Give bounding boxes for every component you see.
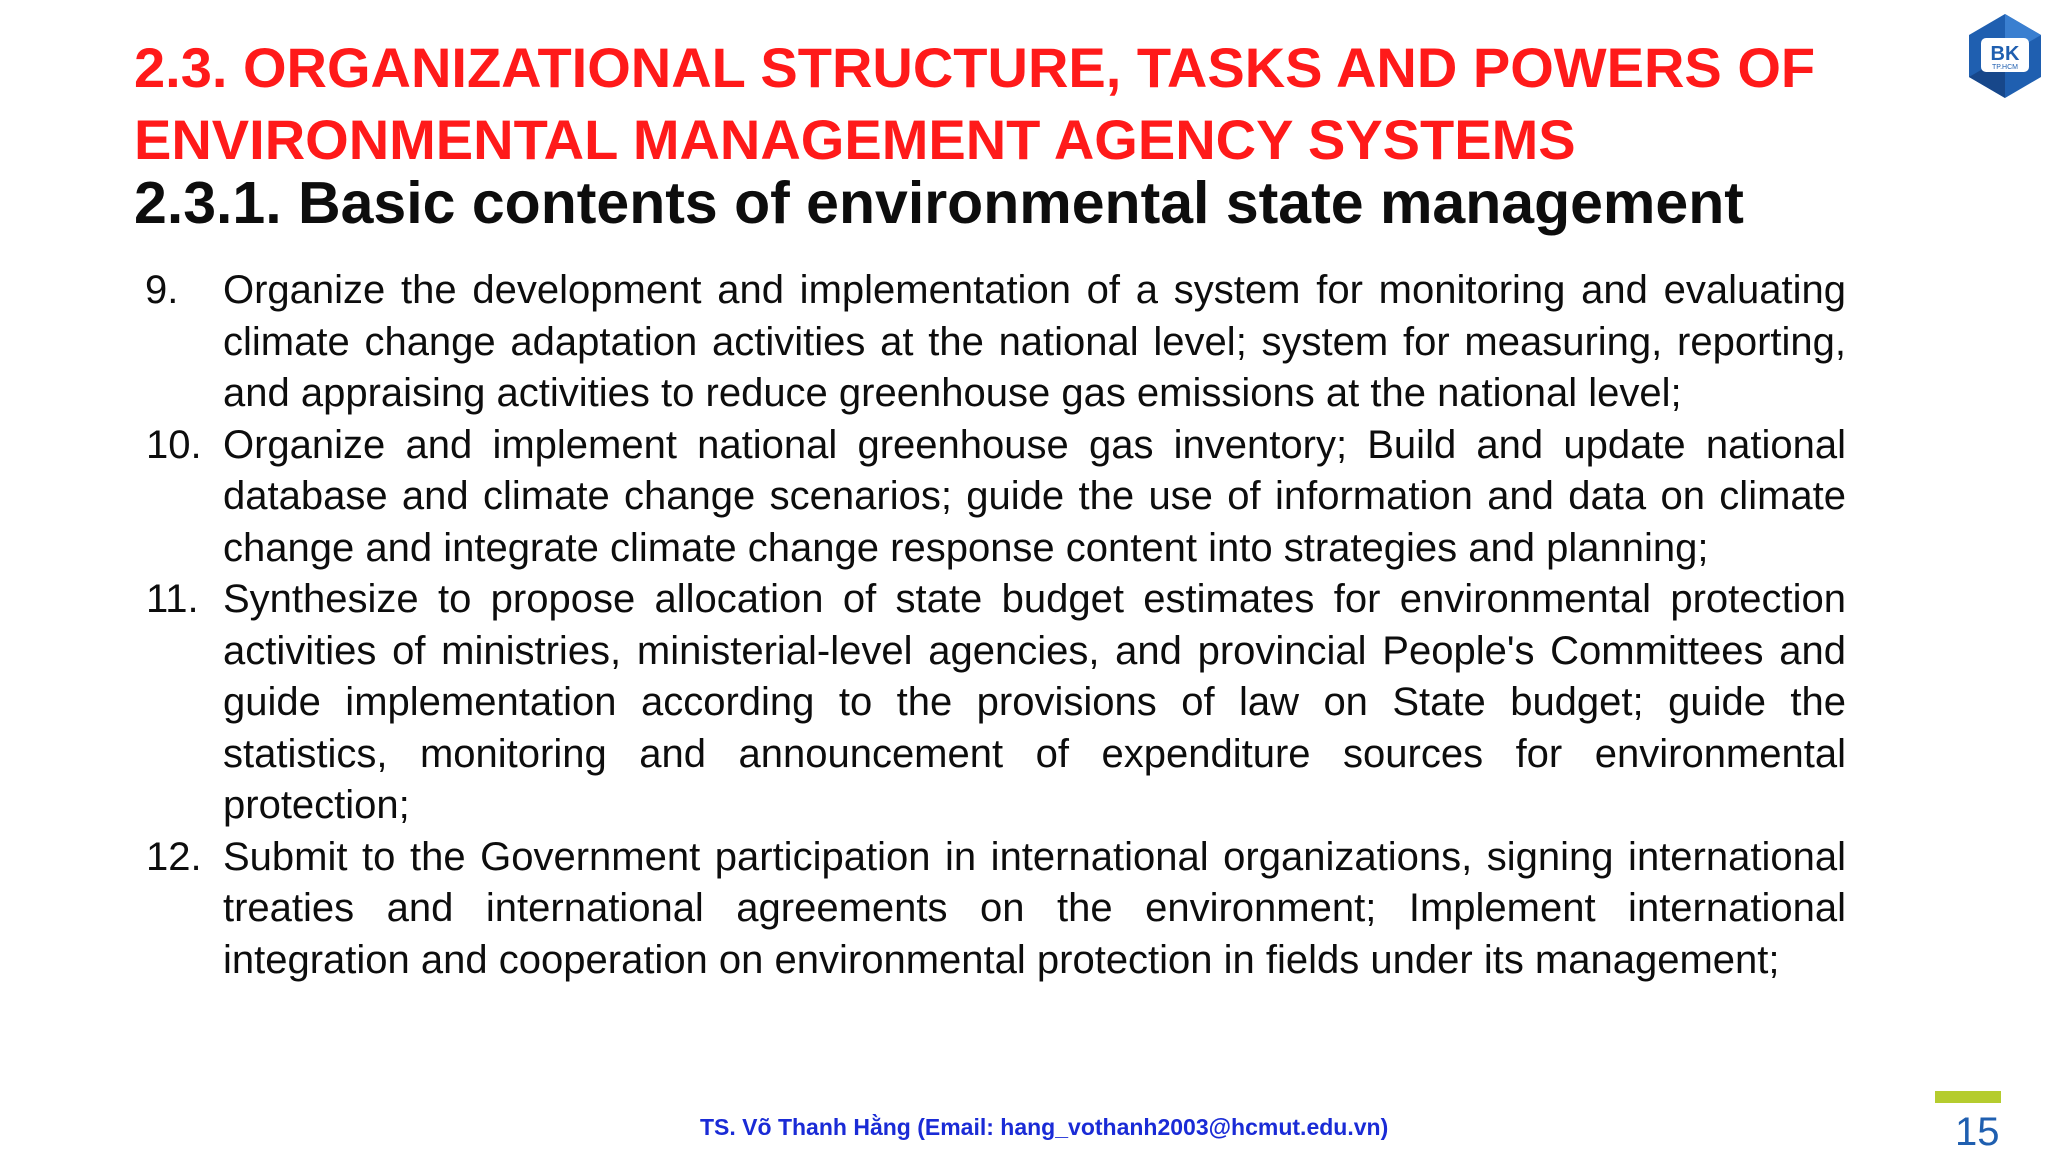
logo-subtext: TP.HCM — [1992, 64, 2018, 71]
logo-text: BK — [1990, 43, 2020, 65]
list-item — [134, 574, 1846, 832]
list-item-text: Synthesize to propose allocation of state budget estimates for environmental protection activities of ministries, ministerial-level agencies, and provincial People's Committees and guide implementation according to the provisions of law on State budget; guide the statistics, monitoring and announcement of expenditure sources for environmental protection; — [223, 577, 1846, 827]
bk-university-logo-icon — [1966, 12, 2044, 100]
list-item — [134, 832, 1846, 987]
list-item-text: Submit to the Government participation in international organizations, signing international treaties and international agreements on the environment; Implement international integration and cooperation on environmental protection in fields under its management; — [223, 834, 1846, 982]
list-item-number: 12. — [146, 834, 202, 879]
accent-bar — [1935, 1091, 2001, 1103]
page-number: 15 — [1955, 1110, 2000, 1154]
list-item — [134, 420, 1846, 575]
list-item-text: Organize the development and implementation of a system for monitoring and evaluating climate change adaptation activities at the national level; system for measuring, reporting, and appraising activities to reduce greenhouse gas emissions at the national level; — [223, 268, 1846, 415]
section-subtitle: 2.3.1. Basic contents of environmental state management — [134, 170, 1744, 236]
slide-title: 2.3. ORGANIZATIONAL STRUCTURE, TASKS AND POWERS OF ENVIRONMENTAL MANAGEMENT AGENCY SYSTEMS — [134, 36, 1816, 171]
list-item-number: 11. — [146, 577, 199, 621]
list-item-text: Organize and implement national greenhouse gas inventory; Build and update national database and climate change scenarios; guide the use of information and data on climate change and integrate climate change response content into strategies and planning; — [223, 422, 1846, 570]
list-item-number: 10. — [146, 422, 202, 467]
list-item — [134, 265, 1846, 420]
list-item-number: 9. — [145, 268, 179, 312]
content-list — [134, 265, 1846, 986]
author-footer: TS. Võ Thanh Hằng (Email: hang_vothanh2003@hcmut.edu.vn) — [700, 1114, 1389, 1140]
